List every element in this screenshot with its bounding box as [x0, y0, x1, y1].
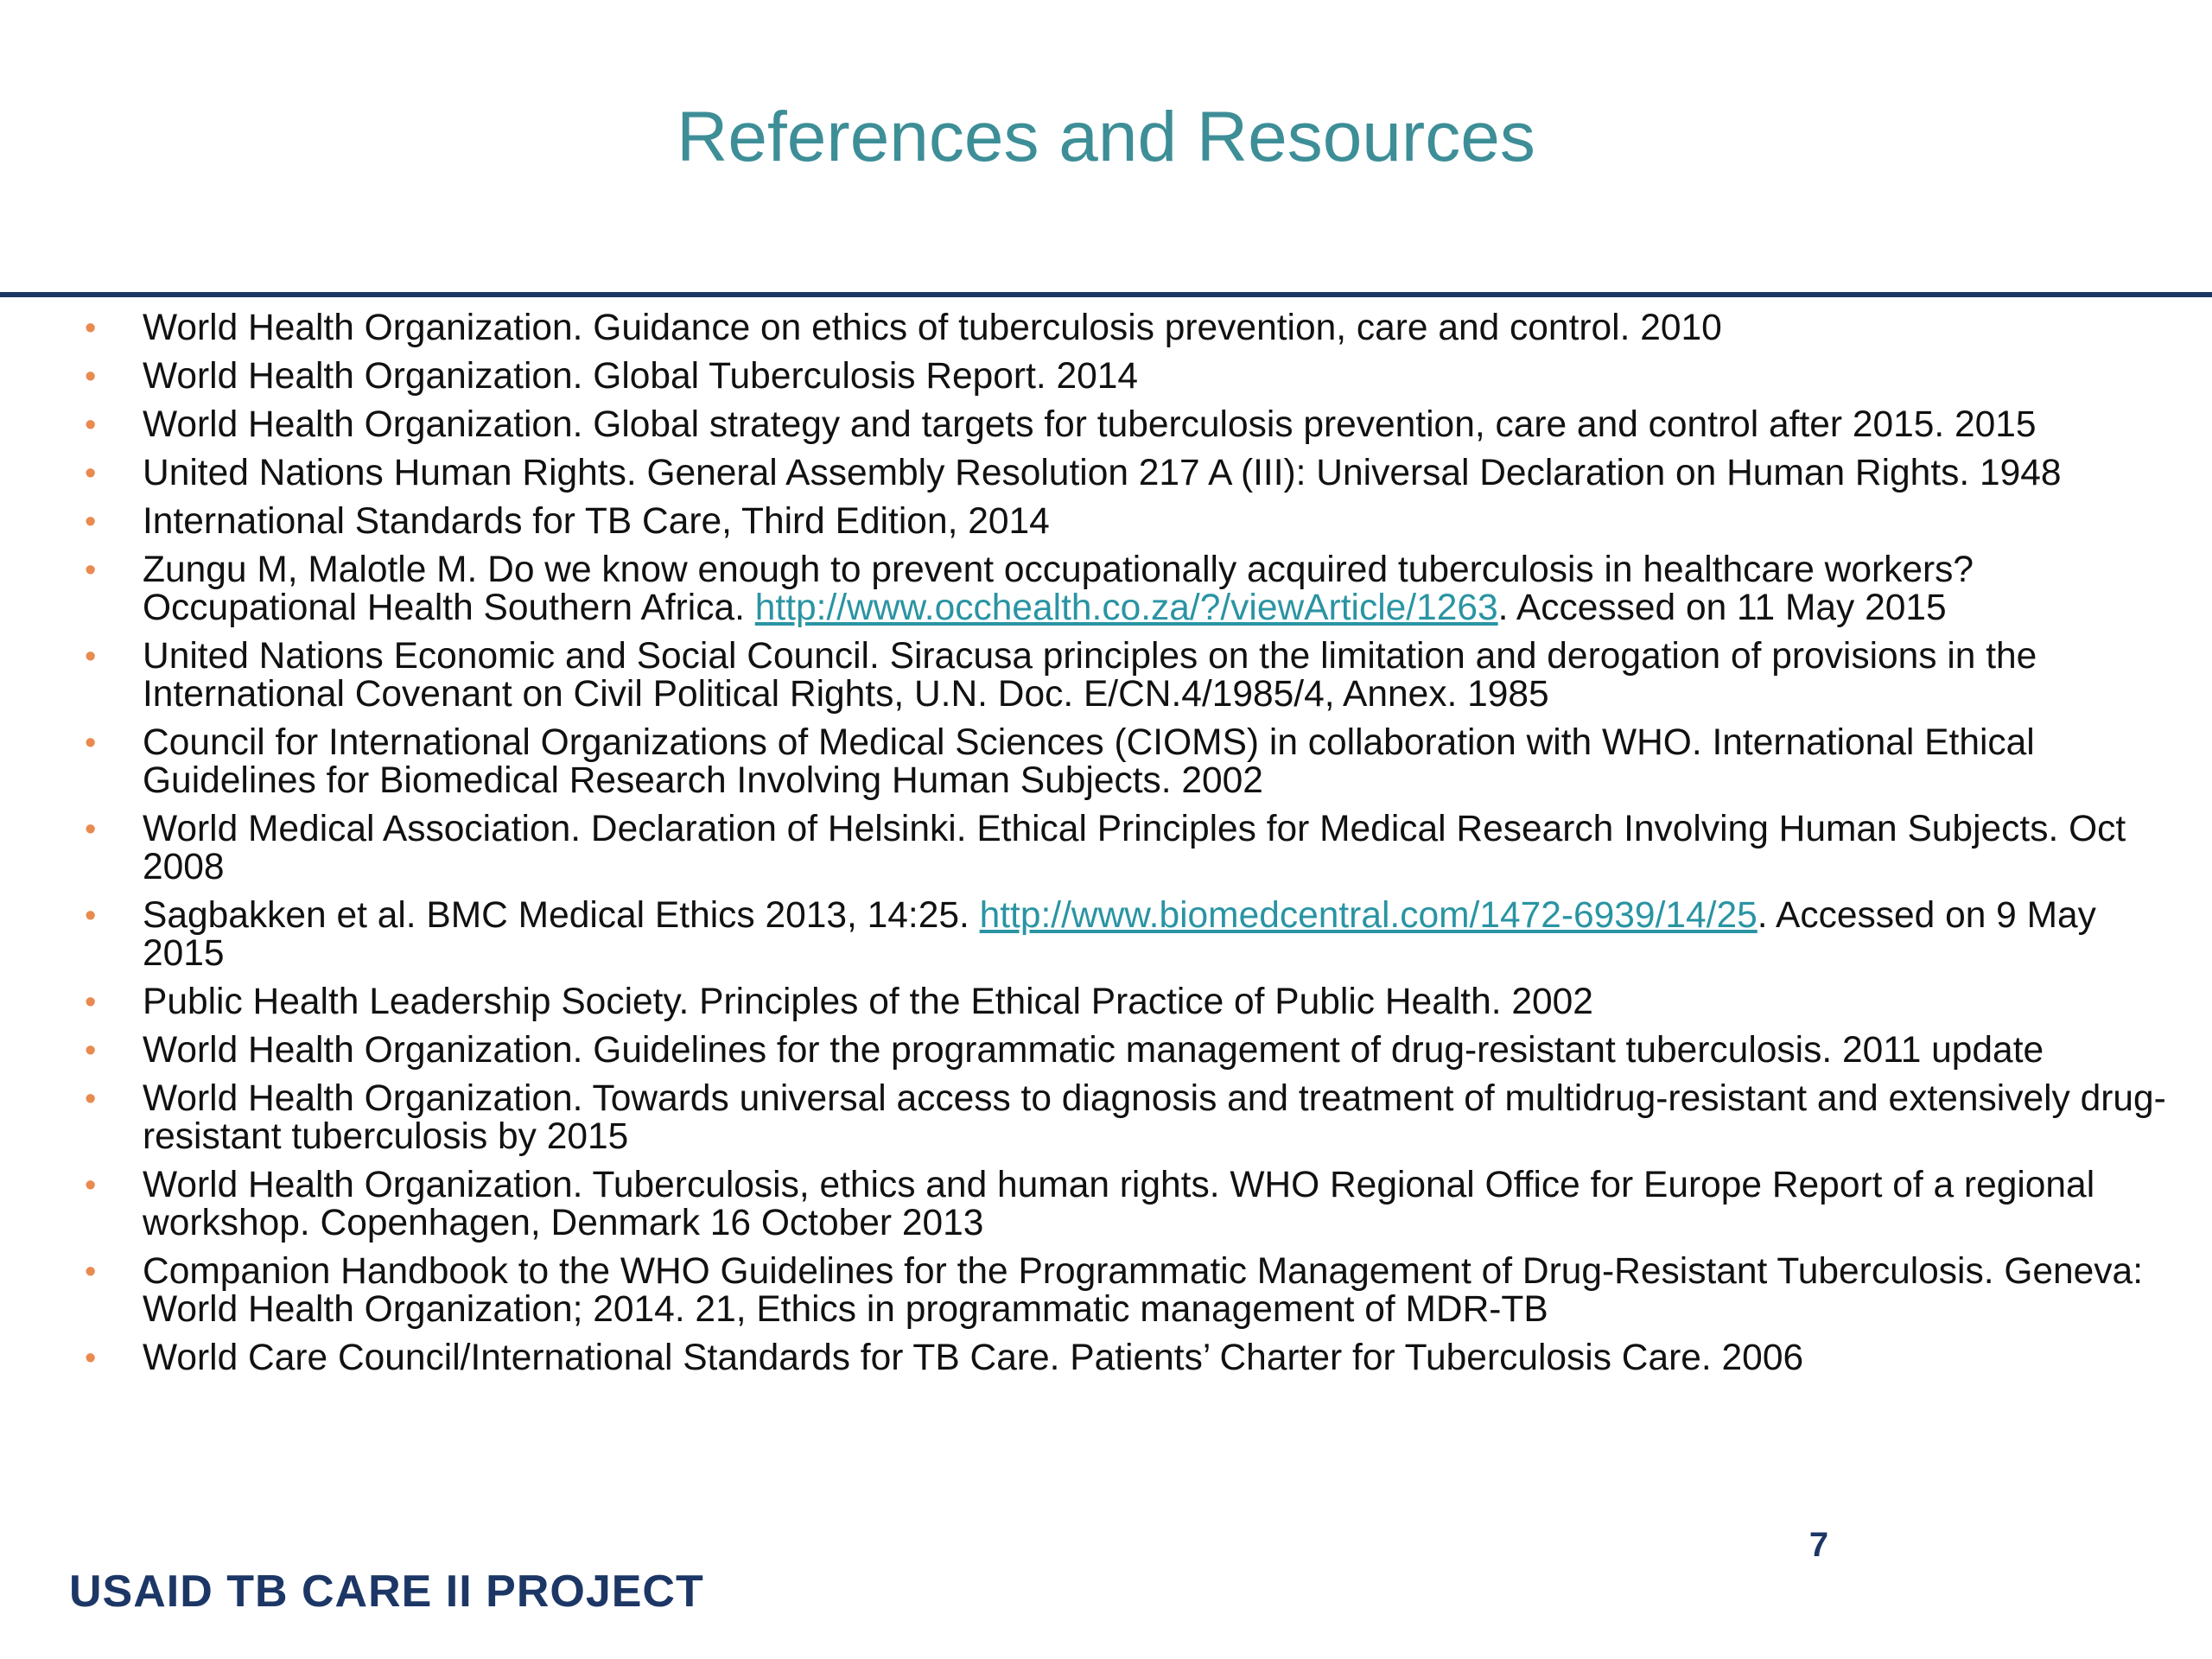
reference-item	[0, 810, 2212, 887]
reference-text: World Health Organization. Global strategy and targets for tuberculosis prevention, care and control after 2015. 2015	[143, 404, 2037, 445]
reference-text: World Health Organization. Guidelines for the programmatic management of drug-resistant tuberculosis. 2011 update	[143, 1030, 2044, 1071]
reference-item	[0, 1253, 2212, 1329]
bullet-icon: •	[85, 310, 97, 346]
bullet-icon: •	[85, 407, 97, 443]
reference-text: World Care Council/International Standards for TB Care. Patients’ Charter for Tuberculosis Care. 2006	[143, 1338, 1804, 1378]
page-number: 7	[1808, 1526, 1829, 1564]
bullet-icon: •	[85, 1340, 97, 1376]
reference-text: World Medical Association. Declaration of Helsinki. Ethical Principles for Medical Research Involving Human Subjects. Oct 2008	[143, 809, 2126, 887]
bullet-icon: •	[85, 1254, 97, 1290]
reference-text: Sagbakken et al. BMC Medical Ethics 2013, 14:25.	[143, 895, 980, 936]
bullet-icon: •	[85, 898, 97, 934]
reference-link[interactable]: http://www.occhealth.co.za/?/viewArticle/1263	[754, 588, 1498, 628]
reference-item	[0, 551, 2212, 627]
reference-link[interactable]: http://www.biomedcentral.com/1472-6939/14/25	[979, 895, 1758, 936]
bullet-icon: •	[85, 984, 97, 1020]
reference-text: Public Health Leadership Society. Principles of the Ethical Practice of Public Health. 2002	[143, 982, 1593, 1022]
bullet-icon: •	[85, 811, 97, 848]
reference-item	[0, 1166, 2212, 1243]
bullet-icon: •	[85, 1167, 97, 1204]
reference-text: United Nations Economic and Social Council. Siracusa principles on the limitation and derogation of provisions in the International Covenant on Civil Political Rights, U.N. Doc. E/CN.4/1985/4, Annex. 1985	[143, 636, 2037, 715]
reference-item	[0, 503, 2212, 541]
bullet-icon: •	[85, 455, 97, 492]
title-divider	[0, 292, 2212, 297]
reference-text: United Nations Human Rights. General Assembly Resolution 217 A (III): Universal Declaration on Human Rights. 1948	[143, 453, 2062, 493]
reference-text: World Health Organization. Global Tuberculosis Report. 2014	[143, 356, 1139, 397]
slide-title: References and Resources	[677, 98, 1535, 176]
references-list	[0, 309, 2212, 1388]
bullet-icon: •	[85, 1033, 97, 1069]
bullet-icon: •	[85, 359, 97, 395]
reference-item	[0, 454, 2212, 493]
reference-text: Zungu M, Malotle M. Do we know enough to prevent occupationally acquired tuberculosis in healthcare workers? Occupational Health Southern Africa.	[143, 550, 1974, 628]
reference-text: World Health Organization. Towards universal access to diagnosis and treatment of multidrug-resistant and extensively drug-resistant tuberculosis by 2015	[143, 1078, 2166, 1157]
reference-item	[0, 309, 2212, 347]
reference-item	[0, 983, 2212, 1021]
reference-text: Council for International Organizations of Medical Sciences (CIOMS) in collaboration with WHO. International Ethical Guidelines for Biomedical Research Involving Human Subjects. 2002	[143, 722, 2035, 801]
bullet-icon: •	[85, 639, 97, 675]
bullet-icon: •	[85, 1081, 97, 1117]
reference-item	[0, 724, 2212, 800]
bullet-icon: •	[85, 504, 97, 540]
reference-item	[0, 638, 2212, 714]
bullet-icon: •	[85, 552, 97, 588]
reference-text: Companion Handbook to the WHO Guidelines for the Programmatic Management of Drug-Resistant Tuberculosis. Geneva: World Health Organization; 2014. 21, Ethics in programmatic management of MDR-TB	[143, 1251, 2144, 1330]
reference-item	[0, 1080, 2212, 1156]
reference-item	[0, 1032, 2212, 1070]
reference-item	[0, 1339, 2212, 1377]
reference-text-suffix: . Accessed on 11 May 2015	[1497, 588, 1947, 628]
reference-text: International Standards for TB Care, Third Edition, 2014	[143, 501, 1050, 542]
reference-item	[0, 358, 2212, 396]
reference-text-suffix: . Accessed on 9 May 2015	[143, 895, 2096, 974]
reference-item	[0, 406, 2212, 444]
footer-logo: USAID TB CARE II PROJECT	[69, 1567, 704, 1617]
reference-text: World Health Organization. Tuberculosis, ethics and human rights. WHO Regional Office for Europe Report of a regional workshop. Copenhagen, Denmark 16 October 2013	[143, 1165, 2095, 1243]
reference-text: World Health Organization. Guidance on ethics of tuberculosis prevention, care and control. 2010	[143, 308, 1722, 348]
reference-item	[0, 897, 2212, 973]
bullet-icon: •	[85, 725, 97, 761]
